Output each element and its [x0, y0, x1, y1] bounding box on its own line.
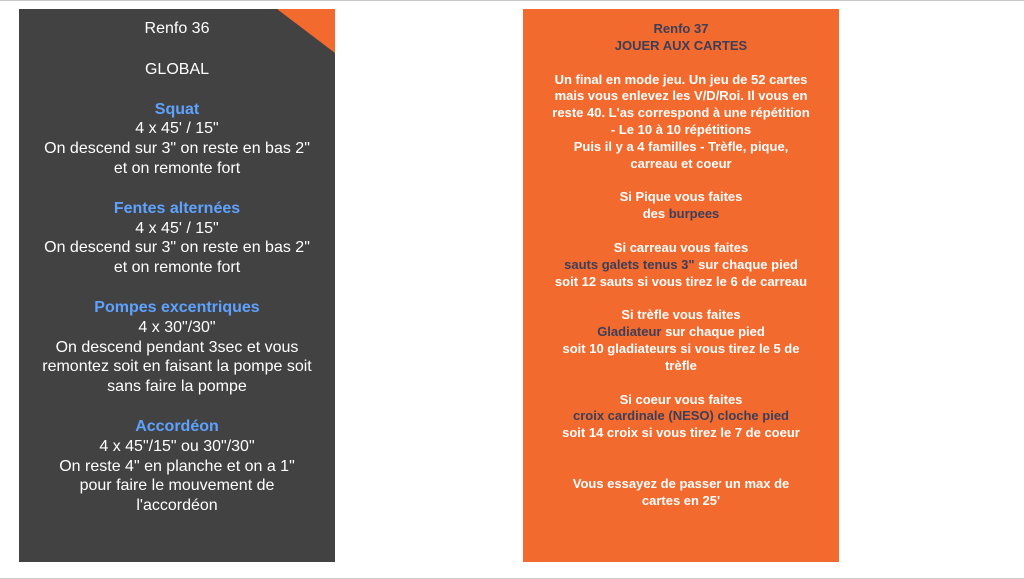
rule-text: des: [642, 206, 669, 222]
section-line: On reste 4" en planche et on a 1": [59, 457, 295, 475]
card-subtitle: GLOBAL: [144, 60, 210, 78]
section-title: Accordéon: [135, 417, 219, 435]
section-title: Fentes alternées: [113, 199, 241, 217]
exercise-name: burpees: [668, 206, 720, 222]
intro-block: [523, 72, 839, 173]
rule-line: soit 14 croix si vous tirez le 7 de coeur: [562, 425, 800, 441]
intro-line: Puis il y a 4 familles - Trèfle, pique,: [573, 138, 789, 154]
intro-line: mais vous enlevez les V/D/Roi. Il vous en: [554, 88, 808, 104]
exercise-name: croix cardinale (NESO) cloche pied: [572, 408, 789, 424]
rule-line: soit 10 gladiateurs si vous tirez le 5 de: [562, 340, 800, 356]
section-line: On descend sur 3" on reste en bas 2": [44, 140, 310, 158]
corner-fold-decoration: [277, 9, 335, 53]
section-squat: [19, 100, 335, 179]
carreau-block: [523, 240, 839, 290]
section-line: remontez soit en faisant la pompe soit: [42, 358, 312, 376]
section-pompes-excentriques: [19, 298, 335, 397]
trefle-block: [523, 307, 839, 374]
section-line: et on remonte fort: [113, 159, 241, 177]
section-accordeon: [19, 417, 335, 516]
rule-line: [523, 324, 839, 341]
rule-text: sur chaque pied: [694, 256, 798, 272]
intro-line: reste 40. L'as correspond à une répétition: [552, 105, 810, 121]
section-fentes-alternees: [19, 199, 335, 278]
section-line: On descend sur 3" on reste en bas 2": [44, 239, 310, 257]
section-line: 4 x 30"/30": [138, 318, 216, 336]
section-title: Pompes excentriques: [94, 298, 260, 316]
rule-line: Si carreau vous faites: [613, 239, 749, 255]
exercise-name: Gladiateur: [597, 324, 662, 340]
section-line: 4 x 45' / 15": [135, 120, 219, 138]
section-line: 4 x 45"/15" ou 30"/30": [99, 437, 255, 455]
rule-line: Si Pique vous faites: [619, 189, 743, 205]
pique-block: [523, 189, 839, 223]
final-block: [523, 476, 839, 510]
section-line: 4 x 45' / 15": [135, 219, 219, 237]
rule-text: sur chaque pied: [661, 324, 765, 340]
exercise-name: sauts galets tenus 3": [564, 256, 695, 272]
section-title: Squat: [154, 100, 200, 118]
rule-line: [523, 257, 839, 274]
rule-line: trèfle: [665, 357, 697, 373]
top-border: [0, 0, 1024, 1]
section-line: sans faire la pompe: [107, 378, 247, 396]
card-subtitle: JOUER AUX CARTES: [614, 37, 748, 53]
intro-line: Un final en mode jeu. Un jeu de 52 cartes: [554, 71, 808, 87]
rule-line: [523, 206, 839, 223]
section-line: l'accordéon: [136, 497, 218, 515]
rule-line: soit 12 sauts si vous tirez le 6 de carreau: [554, 273, 808, 289]
section-line: On descend pendant 3sec et vous: [55, 338, 299, 356]
final-line: Vous essayez de passer un max de: [572, 475, 790, 491]
card-title: Renfo 37: [653, 21, 709, 36]
card-renfo-36: [19, 9, 335, 562]
final-line: cartes en 25': [641, 492, 721, 508]
rule-line: Si coeur vous faites: [619, 391, 743, 407]
intro-line: carreau et coeur: [630, 155, 732, 171]
intro-line: - Le 10 à 10 répétitions: [610, 121, 752, 137]
section-line: et on remonte fort: [113, 259, 241, 277]
card-renfo-37: [523, 9, 839, 562]
coeur-block: [523, 392, 839, 442]
section-line: pour faire le mouvement de: [79, 477, 275, 495]
card-title: Renfo 36: [144, 20, 210, 37]
rule-line: Si trèfle vous faites: [621, 307, 741, 323]
